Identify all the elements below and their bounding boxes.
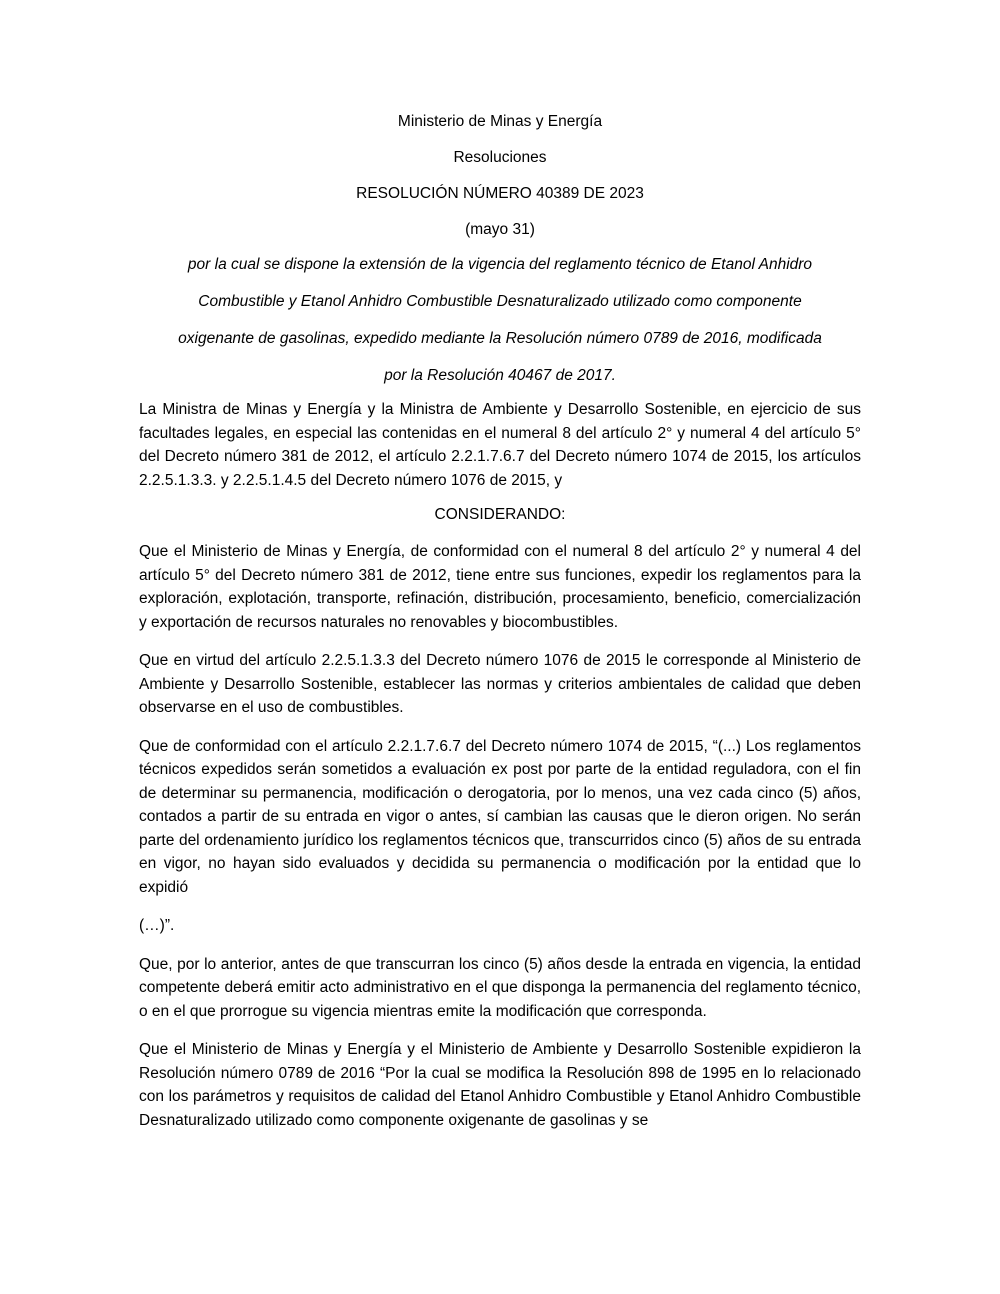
title-line: oxigenante de gasolinas, expedido mediante la Resolución número 0789 de 2016, modificada — [178, 330, 822, 347]
considerando-heading: CONSIDERANDO: — [434, 506, 566, 523]
considerando-paragraph: (…)”. — [139, 917, 175, 934]
document-body — [139, 112, 861, 1147]
section-heading: Resoluciones — [453, 149, 547, 166]
considerando-paragraph: Que el Ministerio de Minas y Energía y el Ministerio de Ambiente y Desarrollo Sostenible expidieron la Resolución número 0789 de 2016 “Por la cual se modifica la Resolución 898 de 1995 en lo relacionado con los parámetros y requisitos de calidad del Etanol Anhidro Combustible y Etanol Anhidro Combustible Desnaturalizado utilizado como componente oxigenante de gasolinas y se — [139, 1041, 861, 1129]
title-line: por la Resolución 40467 de 2017. — [384, 367, 616, 384]
ministry-heading: Ministerio de Minas y Energía — [397, 113, 603, 130]
considerando-paragraph: Que de conformidad con el artículo 2.2.1.7.6.7 del Decreto número 1074 de 2015, “(...) Los reglamentos técnicos expedidos serán sometidos a evaluación ex post por parte de la entidad reguladora, con el fin de determinar su permanencia, modificación o derogatoria, por lo menos, una vez cada cinco (5) años, contados a partir de su entrada en vigor o antes, sí cambian las causas que le dieron origen. No serán parte del ordenamiento jurídico los reglamentos técnicos que, transcurridos cinco (5) años de su entrada en vigor, no hayan sido evaluados y decidida su permanencia o modificación por la entidad que lo expidió — [139, 737, 861, 896]
preamble-paragraph: La Ministra de Minas y Energía y la Ministra de Ambiente y Desarrollo Sostenible, en ejercicio de sus facultades legales, en especial las contenidas en el numeral 8 del artículo 2° y numeral 4 del artículo 5° del Decreto número 381 de 2012, el artículo 2.2.1.7.6.7 del Decreto número 1074 de 2015, los artículos 2.2.5.1.3.3. y 2.2.5.1.4.5 del Decreto número 1076 de 2015, y — [139, 401, 861, 489]
resolution-number: RESOLUCIÓN NÚMERO 40389 DE 2023 — [356, 185, 644, 202]
considerando-paragraph: Que el Ministerio de Minas y Energía, de conformidad con el numeral 8 del artículo 2° y numeral 4 del artículo 5° del Decreto número 381 de 2012, tiene entre sus funciones, expedir los reglamentos para la exploración, explotación, transporte, refinación, distribución, procesamiento, beneficio, comercialización y exportación de recursos naturales no renovables y biocombustibles. — [139, 543, 861, 631]
resolution-title — [139, 246, 861, 394]
title-line: Combustible y Etanol Anhidro Combustible Desnaturalizado utilizado como componente — [198, 293, 802, 310]
considerando-paragraph: Que en virtud del artículo 2.2.5.1.3.3 del Decreto número 1076 de 2015 le corresponde al Ministerio de Ambiente y Desarrollo Sostenible, establecer las normas y criterios ambientales de calidad que deben observarse en el uso de combustibles. — [139, 652, 861, 716]
title-line: por la cual se dispone la extensión de la vigencia del reglamento técnico de Etanol Anhidro — [187, 256, 813, 273]
considerando-paragraph: Que, por lo anterior, antes de que transcurran los cinco (5) años desde la entrada en vigencia, la entidad competente deberá emitir acto administrativo en el que disponga la permanencia del reglamento técnico, o en el que prorrogue su vigencia mientras emite la modificación que corresponda. — [139, 955, 861, 1020]
resolution-date: (mayo 31) — [465, 221, 535, 238]
